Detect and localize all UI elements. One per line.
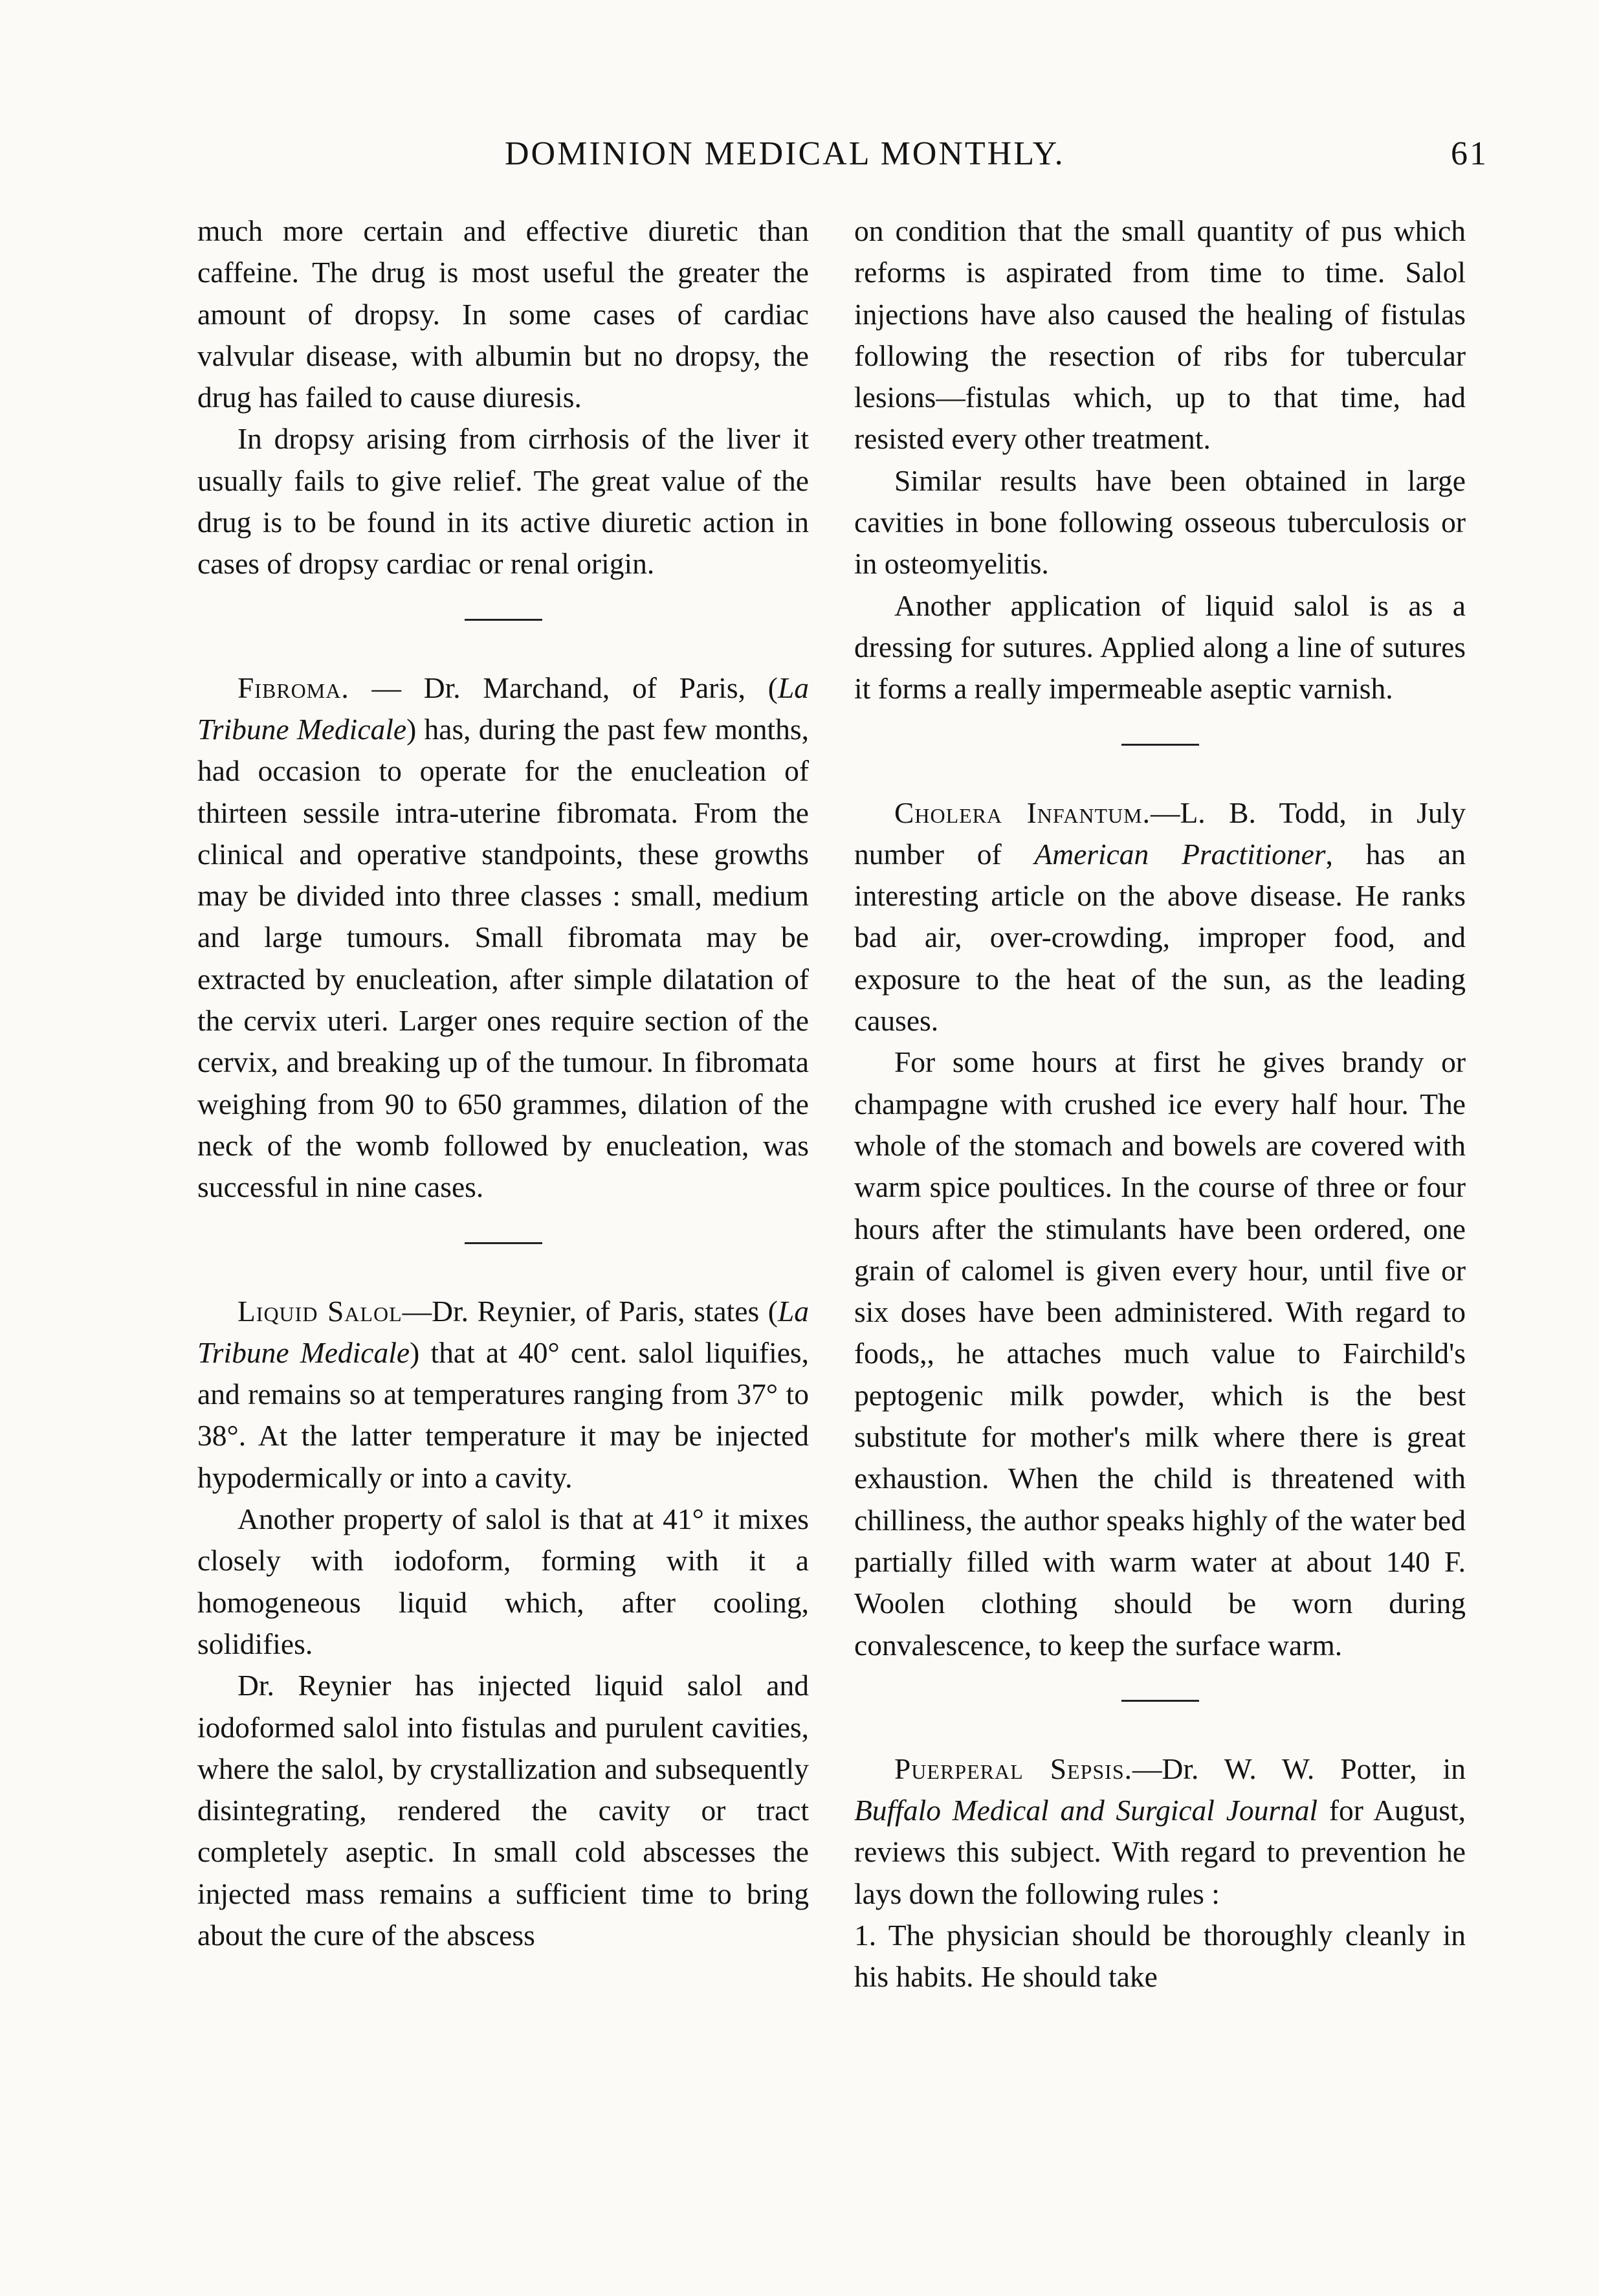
- fibroma-body: ) has, during the past few months, had occasion to operate for the enucleation of thirteen sessile intra-uterine fibromata. From the clinical and operative standpoints, these growths may be divided into three classes : small, medium and large tumours. Small fibromata may be extracted by enucleation, after simple dilatation of the cervix uteri. Larger ones require section of the cervix, and breaking up of the tumour. In fibromata weighing from 90 to 650 grammes, dilation of the neck of the womb followed by enucleation, was successful in nine cases.: [197, 712, 810, 1204]
- page-number: 61: [1451, 135, 1488, 172]
- puerperal-sepsis-heading: Puerperal Sepsis.: [894, 1752, 1133, 1785]
- cholera-infantum-lead: —L. B. Todd, in July number of: [854, 796, 1466, 871]
- salol-iodoform-paragraph: Another property of salol is that at 41° it mixes closely with iodoform, forming with it a homogeneous liquid which, after cooling, solidifies.: [197, 1502, 809, 1660]
- cholera-treatment-paragraph: For some hours at first he gives brandy or champagne with crushed ice every half hour. The whole of the stomach and bowels are covered with warm spice poultices. In the course of three or four hours after the stimulants have been ordered, one grain of calomel is given every hour, until five or six doses have been administered. With regard to foods,, he attaches much value to Fairchild's peptogenic milk powder, which is the best substitute for mother's milk where there is great exhaustion. When the child is threatened with chilliness, the author speaks highly of the water bed partially filled with warm water at about 140 F. Woolen clothing should be worn during convalescence, to keep the surface warm.: [854, 1045, 1466, 1662]
- liquid-salol-lead: —Dr. Reynier, of Paris, states (: [402, 1294, 778, 1328]
- puerperal-sepsis-lead: —Dr. W. W. Potter, in: [1132, 1752, 1466, 1785]
- fibroma-journal-name: La Tribune Medicale: [197, 671, 809, 746]
- dropsy-cirrhosis-paragraph: In dropsy arising from cirrhosis of the liver it usually fails to give relief. The great value of the drug is to be found in its active diuretic action in cases of dropsy cardiac or renal origin.: [197, 422, 809, 581]
- salol-abscess-paragraph-continued: on condition that the small quantity of pus which reforms is aspirated from time to time. Salol injections have also caused the healing of fistulas following the resection of ribs for tubercular lesions—fistulas which, up to that time, had resisted every other treatment.: [854, 214, 1466, 456]
- liquid-salol-heading: Liquid Salol: [237, 1294, 403, 1328]
- cholera-infantum-body: , has an interesting article on the above disease. He ranks bad air, over-crowding, improper food, and exposure to the heat of the sun, as the leading causes.: [854, 837, 1466, 1038]
- fibroma-heading: Fibroma.: [237, 671, 349, 704]
- dropsy-paragraph-continued: much more certain and effective diuretic than caffeine. The drug is most useful the greater the amount of dropsy. In some cases of cardiac valvular disease, with albumin but no dropsy, the drug has failed to cause diuresis.: [197, 214, 809, 414]
- puerperal-sepsis-journal-name: Buffalo Medical and Surgical Journal: [854, 1794, 1318, 1827]
- puerperal-sepsis-article: [854, 1748, 1466, 1915]
- cholera-infantum-article: [854, 792, 1466, 1042]
- cholera-infantum-journal-name: American Practitioner: [1034, 837, 1326, 871]
- liquid-salol-body: ) that at 40° cent. salol liquifies, and remains so at temperatures ranging from 37° to 38°. At the latter temperature it may be injected hypodermically or into a cavity.: [197, 1335, 809, 1494]
- section-divider: [1121, 1700, 1199, 1702]
- fibroma-lead: — Dr. Marchand, of Paris, (: [349, 671, 778, 704]
- fibroma-article: [197, 667, 809, 1209]
- salol-bone-paragraph: Similar results have been obtained in large cavities in bone following osseous tuberculosis or in osteomyelitis.: [854, 463, 1466, 581]
- liquid-salol-article: [197, 1291, 809, 1499]
- liquid-salol-journal-name: La Tribune Medicale: [197, 1294, 809, 1369]
- prevention-rule-1: 1. The physician should be thoroughly cleanly in his habits. He should take: [854, 1918, 1466, 1994]
- salol-sutures-paragraph: Another application of liquid salol is as a dressing for sutures. Applied along a line of sutures it forms a really impermeable aseptic varnish.: [854, 588, 1466, 706]
- section-divider: [1121, 744, 1199, 746]
- right-column: [854, 210, 1466, 1998]
- puerperal-sepsis-body: for August, reviews this subject. With regard to prevention he lays down the following rules :: [854, 1794, 1466, 1910]
- journal-title: DOMINION MEDICAL MONTHLY.: [505, 135, 1065, 172]
- salol-injection-paragraph: Dr. Reynier has injected liquid salol and iodoformed salol into fistulas and purulent cavities, where the salol, by crystallization and subsequently disintegrating, rendered the cavity or tract completely aseptic. In small cold abscesses the injected mass remains a sufficient time to bring about the cure of the abscess: [197, 1669, 809, 1952]
- left-column: [197, 210, 809, 1956]
- cholera-infantum-heading: Cholera Infantum.: [894, 796, 1151, 829]
- section-divider: [465, 619, 542, 621]
- section-divider: [465, 1242, 542, 1244]
